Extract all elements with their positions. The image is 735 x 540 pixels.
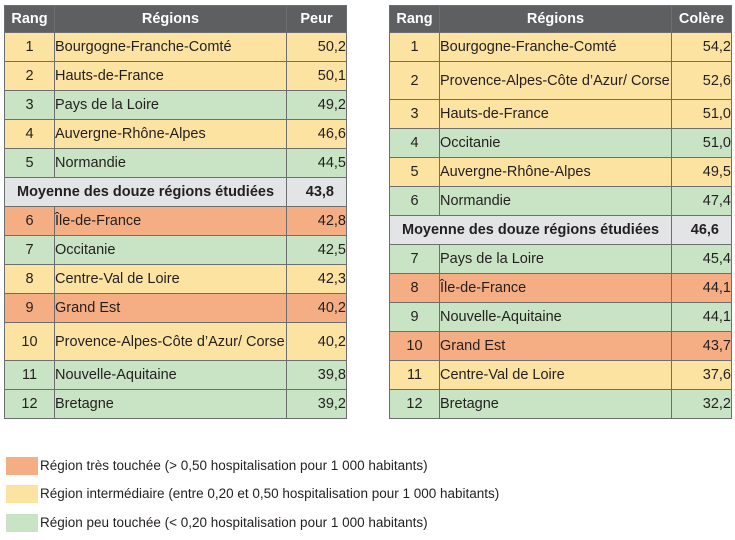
- legend-text: Région intermédiaire (entre 0,20 et 0,50 hospitalisation pour 1 000 habitants): [40, 486, 500, 501]
- region-cell: Occitanie: [55, 236, 287, 265]
- rank-cell: 11: [5, 361, 55, 390]
- table-row: [5, 236, 347, 265]
- table-row: [5, 265, 347, 294]
- mean-row: [390, 216, 732, 245]
- mean-label: Moyenne des douze régions étudiées: [390, 216, 672, 245]
- region-cell: Auvergne-Rhône-Alpes: [55, 120, 287, 149]
- region-cell: Île-de-France: [440, 274, 672, 303]
- rank-cell: 12: [5, 390, 55, 419]
- table-row: [390, 158, 732, 187]
- value-cell: 54,2: [672, 33, 732, 62]
- table-row: [5, 91, 347, 120]
- table-row: [390, 361, 732, 390]
- rank-cell: 2: [390, 62, 440, 100]
- rank-cell: 3: [390, 100, 440, 129]
- table-header-row: [390, 6, 732, 33]
- rank-cell: 10: [390, 332, 440, 361]
- value-cell: 39,2: [287, 390, 347, 419]
- rank-cell: 5: [390, 158, 440, 187]
- rank-cell: 5: [5, 149, 55, 178]
- region-cell: Bretagne: [440, 390, 672, 419]
- mean-row: [5, 178, 347, 207]
- region-cell: Bretagne: [55, 390, 287, 419]
- mean-value: 46,6: [672, 216, 732, 245]
- rank-cell: 10: [5, 323, 55, 361]
- value-cell: 45,4: [672, 245, 732, 274]
- value-cell: 42,3: [287, 265, 347, 294]
- table-row: [390, 332, 732, 361]
- value-cell: 49,5: [672, 158, 732, 187]
- region-cell: Auvergne-Rhône-Alpes: [440, 158, 672, 187]
- table-row: [390, 303, 732, 332]
- value-cell: 42,5: [287, 236, 347, 265]
- rank-cell: 9: [390, 303, 440, 332]
- value-cell: 42,8: [287, 207, 347, 236]
- table-row: [390, 245, 732, 274]
- table-row: [5, 33, 347, 62]
- value-header: Colère: [672, 6, 732, 33]
- value-cell: 32,2: [672, 390, 732, 419]
- rank-cell: 7: [5, 236, 55, 265]
- value-cell: 51,0: [672, 129, 732, 158]
- region-cell: Bourgogne-Franche-Comté: [55, 33, 287, 62]
- region-cell: Grand Est: [55, 294, 287, 323]
- value-cell: 46,6: [287, 120, 347, 149]
- value-header: Peur: [287, 6, 347, 33]
- region-cell: Provence-Alpes-Côte d’Azur/ Corse: [55, 323, 287, 361]
- rank-cell: 1: [5, 33, 55, 62]
- region-cell: Bourgogne-Franche-Comté: [440, 33, 672, 62]
- rank-cell: 7: [390, 245, 440, 274]
- value-cell: 37,6: [672, 361, 732, 390]
- table-row: [5, 361, 347, 390]
- legend-item-peu-touchee: [6, 514, 726, 532]
- rank-cell: 12: [390, 390, 440, 419]
- rank-cell: 8: [5, 265, 55, 294]
- region-cell: Hauts-de-France: [440, 100, 672, 129]
- value-cell: 47,4: [672, 187, 732, 216]
- region-cell: Nouvelle-Aquitaine: [55, 361, 287, 390]
- value-cell: 40,2: [287, 323, 347, 361]
- rank-header: Rang: [5, 6, 55, 33]
- value-cell: 40,2: [287, 294, 347, 323]
- peur-ranking-table: [4, 5, 347, 419]
- legend-item-intermediaire: [6, 485, 726, 503]
- legend-swatch-inter: [6, 485, 38, 503]
- rank-cell: 3: [5, 91, 55, 120]
- rank-cell: 8: [390, 274, 440, 303]
- value-cell: 50,2: [287, 33, 347, 62]
- table-row: [390, 129, 732, 158]
- table-row: [390, 33, 732, 62]
- value-cell: 44,1: [672, 303, 732, 332]
- value-cell: 44,5: [287, 149, 347, 178]
- value-cell: 43,7: [672, 332, 732, 361]
- region-cell: Pays de la Loire: [440, 245, 672, 274]
- value-cell: 39,8: [287, 361, 347, 390]
- region-cell: Provence-Alpes-Côte d’Azur/ Corse: [440, 62, 672, 100]
- rank-cell: 6: [390, 187, 440, 216]
- table-row: [5, 62, 347, 91]
- rank-cell: 9: [5, 294, 55, 323]
- value-cell: 49,2: [287, 91, 347, 120]
- table-row: [5, 120, 347, 149]
- table-row: [390, 187, 732, 216]
- table-header-row: [5, 6, 347, 33]
- region-cell: Nouvelle-Aquitaine: [440, 303, 672, 332]
- legend-text: Région très touchée (> 0,50 hospitalisation pour 1 000 habitants): [40, 458, 428, 473]
- table-row: [5, 390, 347, 419]
- region-cell: Occitanie: [440, 129, 672, 158]
- rank-cell: 4: [390, 129, 440, 158]
- region-cell: Normandie: [440, 187, 672, 216]
- table-row: [5, 294, 347, 323]
- rank-cell: 11: [390, 361, 440, 390]
- region-cell: Centre-Val de Loire: [440, 361, 672, 390]
- value-cell: 52,6: [672, 62, 732, 100]
- table-row: [5, 149, 347, 178]
- rank-cell: 1: [390, 33, 440, 62]
- table-row: [390, 390, 732, 419]
- rank-cell: 2: [5, 62, 55, 91]
- region-header: Régions: [440, 6, 672, 33]
- region-header: Régions: [55, 6, 287, 33]
- mean-value: 43,8: [287, 178, 347, 207]
- legend-swatch-tres: [6, 457, 38, 475]
- legend-text: Région peu touchée (< 0,20 hospitalisation pour 1 000 habitants): [40, 515, 428, 530]
- region-cell: Île-de-France: [55, 207, 287, 236]
- region-cell: Hauts-de-France: [55, 62, 287, 91]
- region-cell: Centre-Val de Loire: [55, 265, 287, 294]
- legend-swatch-peu: [6, 514, 38, 532]
- value-cell: 50,1: [287, 62, 347, 91]
- table-row: [5, 323, 347, 361]
- legend-item-tres-touchee: [6, 457, 726, 475]
- rank-cell: 6: [5, 207, 55, 236]
- rank-header: Rang: [390, 6, 440, 33]
- region-cell: Grand Est: [440, 332, 672, 361]
- rank-cell: 4: [5, 120, 55, 149]
- table-row: [390, 62, 732, 100]
- colere-ranking-table: [389, 5, 732, 419]
- region-cell: Normandie: [55, 149, 287, 178]
- mean-label: Moyenne des douze régions étudiées: [5, 178, 287, 207]
- value-cell: 51,0: [672, 100, 732, 129]
- table-row: [390, 100, 732, 129]
- table-row: [390, 274, 732, 303]
- table-row: [5, 207, 347, 236]
- region-cell: Pays de la Loire: [55, 91, 287, 120]
- value-cell: 44,1: [672, 274, 732, 303]
